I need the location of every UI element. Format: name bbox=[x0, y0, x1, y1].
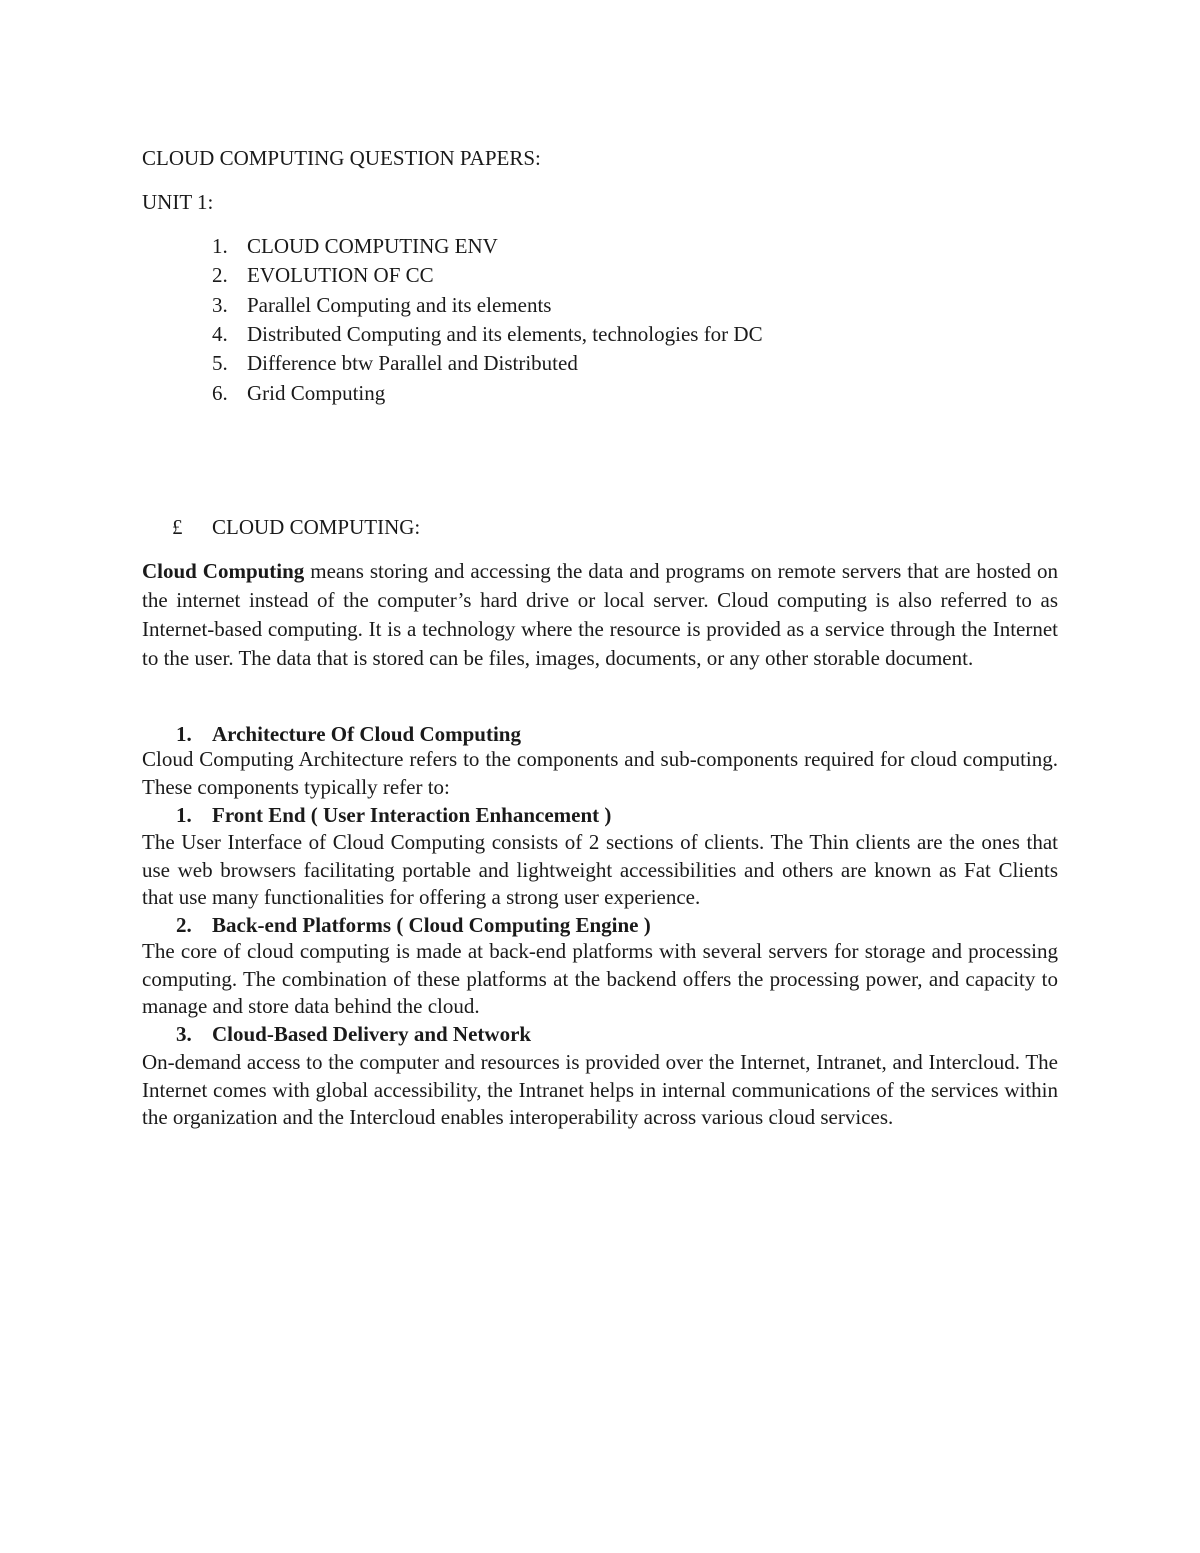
document-title: CLOUD COMPUTING QUESTION PAPERS: bbox=[142, 146, 541, 170]
component-body-back-end: The core of cloud computing is made at back-end platforms with several servers for storage and processing computing. The combination of these platforms at the backend offers the processing power, and capacity to manage and store data behind the cloud. bbox=[142, 939, 1058, 1018]
list-item-number: 3. bbox=[212, 293, 228, 317]
list-item-text: Distributed Computing and its elements, technologies for DC bbox=[247, 322, 763, 346]
list-item-number: 2. bbox=[212, 263, 228, 287]
list-item-text: EVOLUTION OF CC bbox=[247, 263, 434, 287]
component-heading-front-end: Front End ( User Interaction Enhancement ) bbox=[212, 803, 612, 827]
list-item-number: 5. bbox=[212, 351, 228, 375]
list-item-text: Grid Computing bbox=[247, 381, 386, 405]
component-body-front-end: The User Interface of Cloud Computing consists of 2 sections of clients. The Thin clients are the ones that use web browsers facilitating portable and lightweight accessibilities and others are known as Fat Clients that use many functionalities for offering a strong user experience. bbox=[142, 830, 1058, 909]
component-heading-delivery-network: Cloud-Based Delivery and Network bbox=[212, 1022, 532, 1046]
component-number: 3. bbox=[176, 1022, 192, 1046]
component-number: 1. bbox=[176, 803, 192, 827]
component-body-delivery-network: On-demand access to the computer and resources is provided over the Internet, Intranet, and Intercloud. The Internet comes with global accessibility, the Intranet helps in internal communications of the services within the organization and the Intercloud enables interoperability across various cloud services. bbox=[142, 1050, 1058, 1129]
list-item-number: 1. bbox=[212, 234, 228, 258]
list-item-number: 6. bbox=[212, 381, 228, 405]
component-number: 2. bbox=[176, 913, 192, 937]
architecture-number: 1. bbox=[176, 722, 192, 746]
section-bullet: £ bbox=[172, 515, 183, 539]
unit-label: UNIT 1: bbox=[142, 190, 214, 214]
list-item-text: CLOUD COMPUTING ENV bbox=[247, 234, 498, 258]
list-item-text: Parallel Computing and its elements bbox=[247, 293, 552, 317]
intro-body: means storing and accessing the data and programs on remote servers that are hosted on the internet instead of the computer’s hard drive or local server. Cloud computing is also referred to as Internet-based computing. It is a technology where the resource is provided as a service through the Internet to the user. The data that is stored can be files, images, documents, or any other storable document. bbox=[142, 559, 1058, 670]
component-heading-back-end: Back-end Platforms ( Cloud Computing Engine ) bbox=[212, 913, 651, 937]
section-heading: CLOUD COMPUTING: bbox=[212, 515, 421, 539]
intro-paragraph bbox=[142, 557, 1058, 673]
list-item-number: 4. bbox=[212, 322, 228, 346]
intro-lead-term: Cloud Computing bbox=[142, 559, 305, 583]
architecture-body: Cloud Computing Architecture refers to the components and sub-components required for cloud computing. These components typically refer to: bbox=[142, 747, 1058, 799]
architecture-heading: Architecture Of Cloud Computing bbox=[212, 722, 521, 746]
list-item-text: Difference btw Parallel and Distributed bbox=[247, 351, 578, 375]
